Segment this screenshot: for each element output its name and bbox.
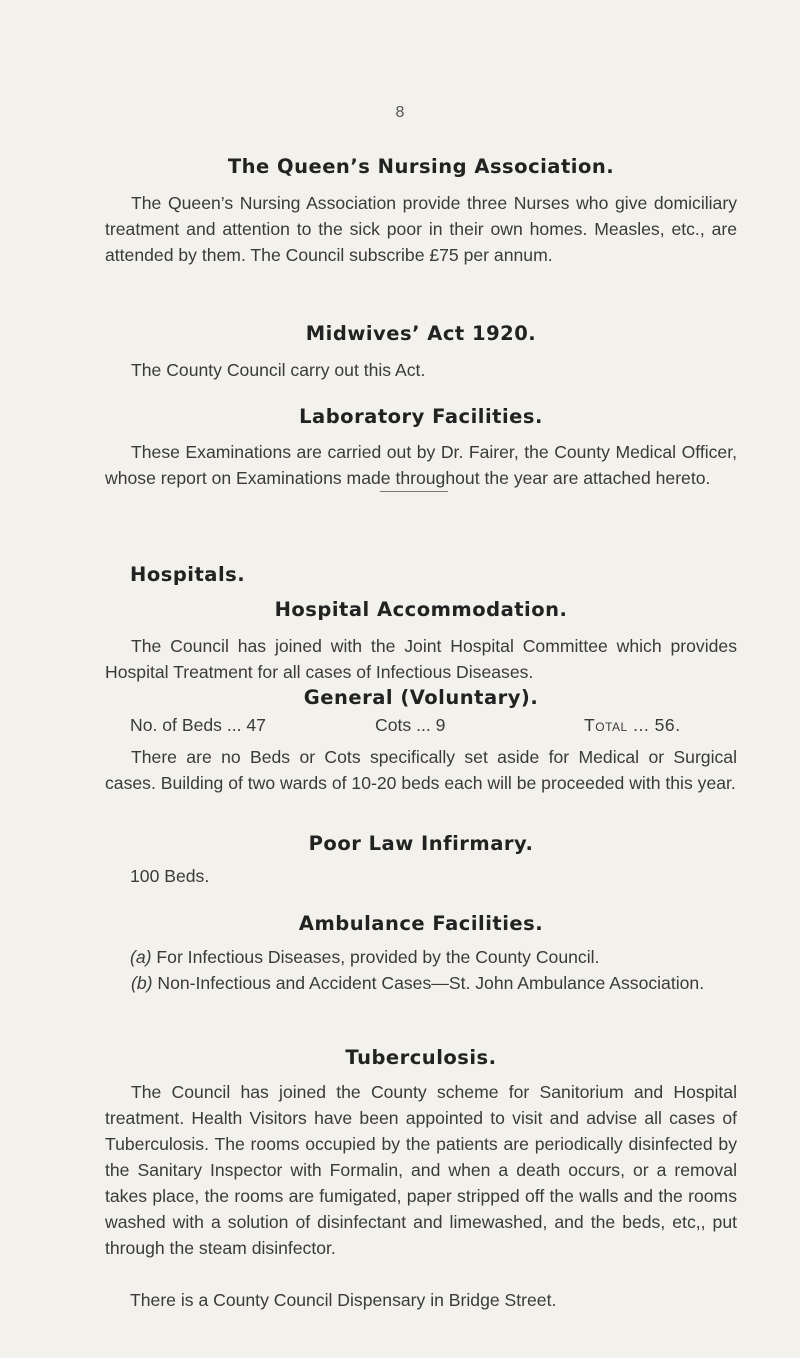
general-voluntary-heading: General (Voluntary).: [303, 686, 539, 709]
general-voluntary-text: There are no Beds or Cots specifically set aside for Medical or Surgical cases. Building of two wards of 10-20 beds each will be proceeded with this year.: [105, 747, 737, 793]
ambulance-item-b-text: Non-Infectious and Accident Cases—St. John Ambulance Association.: [157, 973, 705, 993]
section-divider: [380, 491, 448, 492]
laboratory-heading: Laboratory Facilities.: [299, 405, 543, 428]
tuberculosis-text: The Council has joined the County scheme for Sanitorium and Hospital treatment. Health Visitors have been appointed to visit and advise all cases of Tuberculosis. The rooms occupied by the patients are periodically disinfected by the Sanitary Inspector with Formalin, and when a death occurs, or a removal takes place, the rooms are fumigated, paper stripped off the walls and the rooms washed with a solution of disinfectant and limewashed, and the beds, etc,, put through the steam disinfector.: [105, 1082, 737, 1258]
hospital-accommodation-heading: Hospital Accommodation.: [274, 598, 568, 621]
midwives-heading: Midwives’ Act 1920.: [305, 322, 537, 345]
ambulance-heading: Ambulance Facilities.: [298, 912, 544, 935]
tuberculosis-heading: Tuberculosis.: [345, 1046, 497, 1069]
total-count: Total ... 56.: [584, 715, 681, 735]
poor-law-text: 100 Beds.: [130, 866, 210, 886]
midwives-text: The County Council carry out this Act.: [131, 360, 426, 380]
page-number: 8: [395, 104, 405, 121]
hospital-accommodation-text: The Council has joined with the Joint Hospital Committee which provides Hospital Treatment for all cases of Infectious Diseases.: [105, 636, 737, 682]
laboratory-text: These Examinations are carried out by Dr. Fairer, the County Medical Officer, whose report on Examinations made throughout the year are attached hereto.: [105, 442, 737, 488]
tuberculosis-dispensary: There is a County Council Dispensary in Bridge Street.: [130, 1290, 557, 1310]
ambulance-item-a-label: (a): [130, 947, 152, 967]
queens-nursing-heading: The Queen’s Nursing Association.: [227, 155, 615, 178]
hospitals-heading: Hospitals.: [130, 563, 246, 586]
ambulance-item-a-text: For Infectious Diseases, provided by the County Council.: [156, 947, 600, 967]
ambulance-item-a: [130, 944, 599, 970]
ambulance-item-b-label: (b): [131, 973, 153, 993]
ambulance-item-b: [105, 970, 737, 996]
beds-count: No. of Beds ... 47: [130, 715, 266, 735]
queens-nursing-text: The Queen’s Nursing Association provide three Nurses who give domiciliary treatment and attention to the sick poor in their own homes. Measles, etc., are attended by them. The Council subscribe £75 per annum.: [105, 193, 737, 265]
cots-count: Cots ... 9: [375, 715, 446, 735]
poor-law-heading: Poor Law Infirmary.: [308, 832, 534, 855]
